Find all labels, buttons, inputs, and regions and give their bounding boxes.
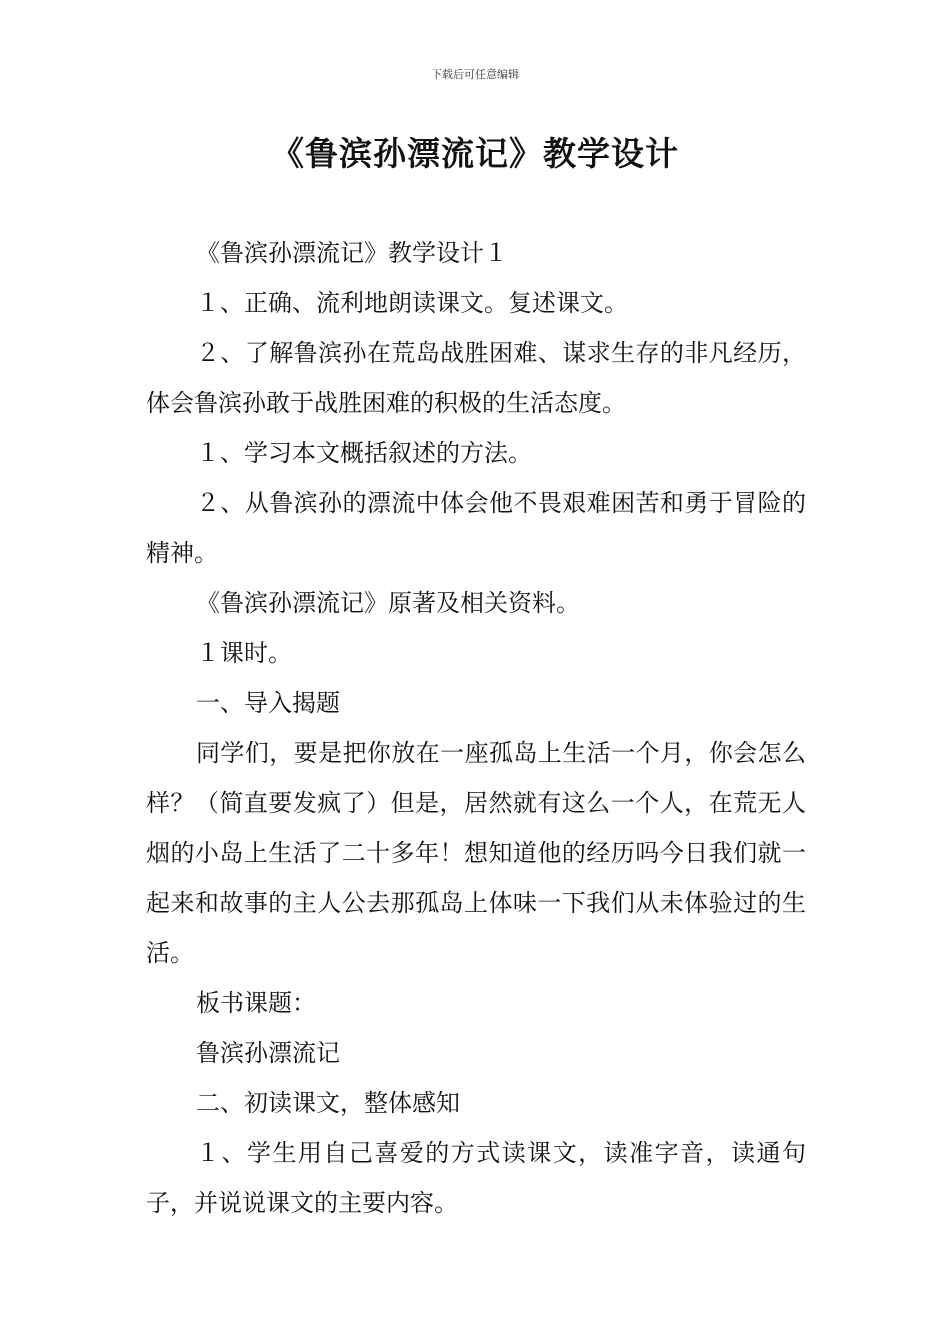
paragraph-materials: 《鲁滨孙漂流记》原著及相关资料。 xyxy=(196,589,580,617)
paragraph-objective-2: ２、了解鲁滨孙在荒岛战胜困难、谋求生存的非凡经历，体会鲁滨孙敢于战胜困难的积极的生活态度。 xyxy=(146,339,806,417)
paragraph-section-1: 一、导入揭题 xyxy=(196,689,340,717)
document-body xyxy=(146,228,806,1228)
paragraph-board-title: 鲁滨孙漂流记 xyxy=(196,1039,340,1067)
document-title: 《鲁滨孙漂流记》教学设计 xyxy=(271,134,679,173)
paragraph-step-1: １、学生用自己喜爱的方式读课文，读准字音，读通句子，并说说课文的主要内容。 xyxy=(146,1139,806,1217)
paragraph-focus-2: ２、从鲁滨孙的漂流中体会他不畏艰难困苦和勇于冒险的精神。 xyxy=(146,489,806,567)
paragraph-intro: 同学们，要是把你放在一座孤岛上生活一个月，你会怎么样？（简直要发疯了）但是，居然就有这么一个人，在荒无人烟的小岛上生活了二十多年！想知道他的经历吗今日我们就一起来和故事的主人公去那孤岛上体味一下我们从未体验过的生活。 xyxy=(146,739,806,967)
paragraph-section-2: 二、初读课文，整体感知 xyxy=(196,1089,460,1117)
paragraph-subtitle: 《鲁滨孙漂流记》教学设计１ xyxy=(196,239,508,267)
paragraph-board-label: 板书课题： xyxy=(196,989,316,1017)
paragraph-focus-1: １、学习本文概括叙述的方法。 xyxy=(196,439,532,467)
header-note: 下载后可任意编辑 xyxy=(431,68,519,81)
paragraph-duration: １课时。 xyxy=(196,639,292,667)
paragraph-objective-1: １、正确、流利地朗读课文。复述课文。 xyxy=(196,289,628,317)
